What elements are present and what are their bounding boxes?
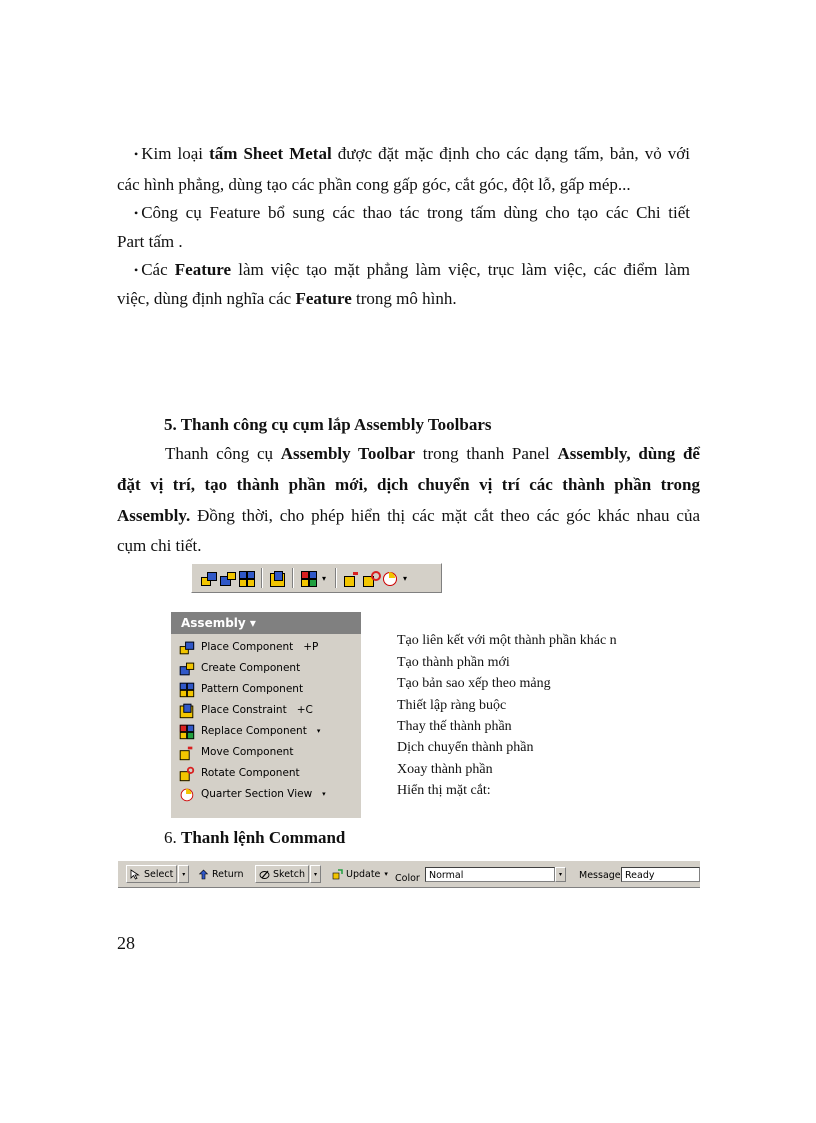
- section-5-line3: Assembly. Đồng thời, cho phép hiển thị các mặt cắt theo các góc khác nhau của: [117, 506, 700, 525]
- section-5-heading: 5. Thanh công cụ cụm lắp Assembly Toolbars: [164, 415, 492, 434]
- create-component-icon: [179, 660, 194, 675]
- page-number: 28: [117, 933, 135, 953]
- quarter-section-view-icon[interactable]: [381, 570, 398, 587]
- color-label: Color: [395, 872, 420, 884]
- section-6-heading: 6. Thanh lệnh Command: [164, 828, 346, 847]
- sketch-group: [255, 865, 321, 883]
- color-field[interactable]: Normal: [425, 867, 555, 882]
- select-arrow-icon: [130, 869, 141, 880]
- panel-item-quarter-section-view[interactable]: Quarter Section View ▾: [178, 784, 326, 804]
- select-button[interactable]: Select: [126, 865, 177, 883]
- panel-item-create-component[interactable]: Create Component: [178, 658, 300, 678]
- rotate-component-icon[interactable]: [362, 570, 379, 587]
- assembly-toolbar: [191, 563, 442, 593]
- place-component-icon[interactable]: [200, 570, 217, 587]
- select-group: [126, 865, 189, 883]
- section-5-line2: đặt vị trí, tạo thành phần mới, dịch chuyển vị trí các thành phần trong: [117, 475, 700, 494]
- description-place-component: Tạo liên kết với một thành phần khác n: [397, 633, 617, 648]
- chevron-down-icon[interactable]: ▾: [316, 727, 321, 735]
- replace-component-icon[interactable]: [300, 570, 317, 587]
- return-arrow-icon: [198, 869, 209, 880]
- description-replace-component: Thay thế thành phần: [397, 719, 512, 734]
- create-component-icon[interactable]: [219, 570, 236, 587]
- description-create-component: Tạo thành phần mới: [397, 655, 510, 670]
- chevron-down-icon[interactable]: ▾: [403, 573, 408, 583]
- toolbar-separator: [261, 568, 263, 588]
- section-5-line4: cụm chi tiết.: [117, 536, 202, 555]
- bullet: •: [134, 147, 139, 161]
- quarter-section-view-icon: [179, 786, 194, 801]
- chevron-down-icon[interactable]: ▾: [178, 865, 189, 883]
- move-component-icon[interactable]: [343, 570, 360, 587]
- update-button[interactable]: Update ▾: [332, 865, 388, 883]
- replace-component-icon: [179, 723, 194, 738]
- panel-title[interactable]: Assembly ▾: [171, 612, 361, 634]
- panel-item-place-constraint[interactable]: Place Constraint +C: [178, 700, 313, 720]
- move-component-icon: [179, 744, 194, 759]
- sketch-button[interactable]: Sketch: [255, 865, 309, 883]
- panel-item-pattern-component[interactable]: Pattern Component: [178, 679, 303, 699]
- toolbar-separator: [292, 568, 294, 588]
- chevron-down-icon[interactable]: ▾: [310, 865, 321, 883]
- panel-item-rotate-component[interactable]: Rotate Component: [178, 763, 300, 783]
- description-move-component: Dịch chuyển thành phần: [397, 740, 534, 755]
- description-section-view: Hiển thị mặt cắt:: [397, 783, 491, 798]
- bullet: •: [134, 263, 139, 277]
- paragraph-feature-line1: • Công cụ Feature bổ sung các thao tác trong tấm dùng cho tạo các Chi tiết: [134, 203, 690, 222]
- place-constraint-icon: [179, 702, 194, 717]
- assembly-panel: [171, 612, 361, 818]
- place-constraint-icon[interactable]: [269, 570, 286, 587]
- panel-item-move-component[interactable]: Move Component: [178, 742, 293, 762]
- rotate-component-icon: [179, 765, 194, 780]
- sketch-icon: [259, 869, 270, 880]
- pattern-component-icon[interactable]: [238, 570, 255, 587]
- update-icon: [332, 869, 343, 880]
- panel-item-place-component[interactable]: Place Component +P: [178, 637, 318, 657]
- paragraph-sheet-metal-line1: • Kim loại tấm Sheet Metal được đặt mặc định cho các dạng tấm, bản, vỏ với: [134, 144, 690, 163]
- chevron-down-icon[interactable]: ▾: [384, 870, 388, 878]
- chevron-down-icon[interactable]: ▾: [555, 867, 566, 882]
- panel-item-replace-component[interactable]: Replace Component ▾: [178, 721, 320, 741]
- description-place-constraint: Thiết lập ràng buộc: [397, 698, 507, 713]
- message-box: [621, 865, 700, 883]
- message-label: Message: [579, 869, 621, 881]
- color-select[interactable]: [425, 865, 566, 883]
- chevron-down-icon[interactable]: ▾: [322, 573, 327, 583]
- description-pattern-component: Tạo bản sao xếp theo mảng: [397, 676, 551, 691]
- return-button[interactable]: Return: [198, 865, 244, 883]
- section-5-line1: Thanh công cụ Assembly Toolbar trong thanh Panel Assembly, dùng để: [165, 444, 700, 463]
- paragraph-sheet-metal-line2: các hình phẳng, dùng tạo các phần cong gấp góc, cắt góc, đột lỗ, gấp mép...: [117, 175, 631, 194]
- command-bar: [118, 860, 700, 888]
- paragraph-feature-line2: Part tấm .: [117, 232, 183, 251]
- bullet: •: [134, 206, 139, 220]
- paragraph-work-feature-line1: • Các Feature làm việc tạo mặt phẳng làm việc, trục làm việc, các điểm làm: [134, 260, 690, 279]
- paragraph-work-feature-line2: việc, dùng định nghĩa các Feature trong mô hình.: [117, 289, 457, 308]
- toolbar-separator: [335, 568, 337, 588]
- description-rotate-component: Xoay thành phần: [397, 762, 493, 777]
- message-field: Ready: [621, 867, 700, 882]
- pattern-component-icon: [179, 681, 194, 696]
- place-component-icon: [179, 639, 194, 654]
- chevron-down-icon[interactable]: ▾: [322, 790, 326, 798]
